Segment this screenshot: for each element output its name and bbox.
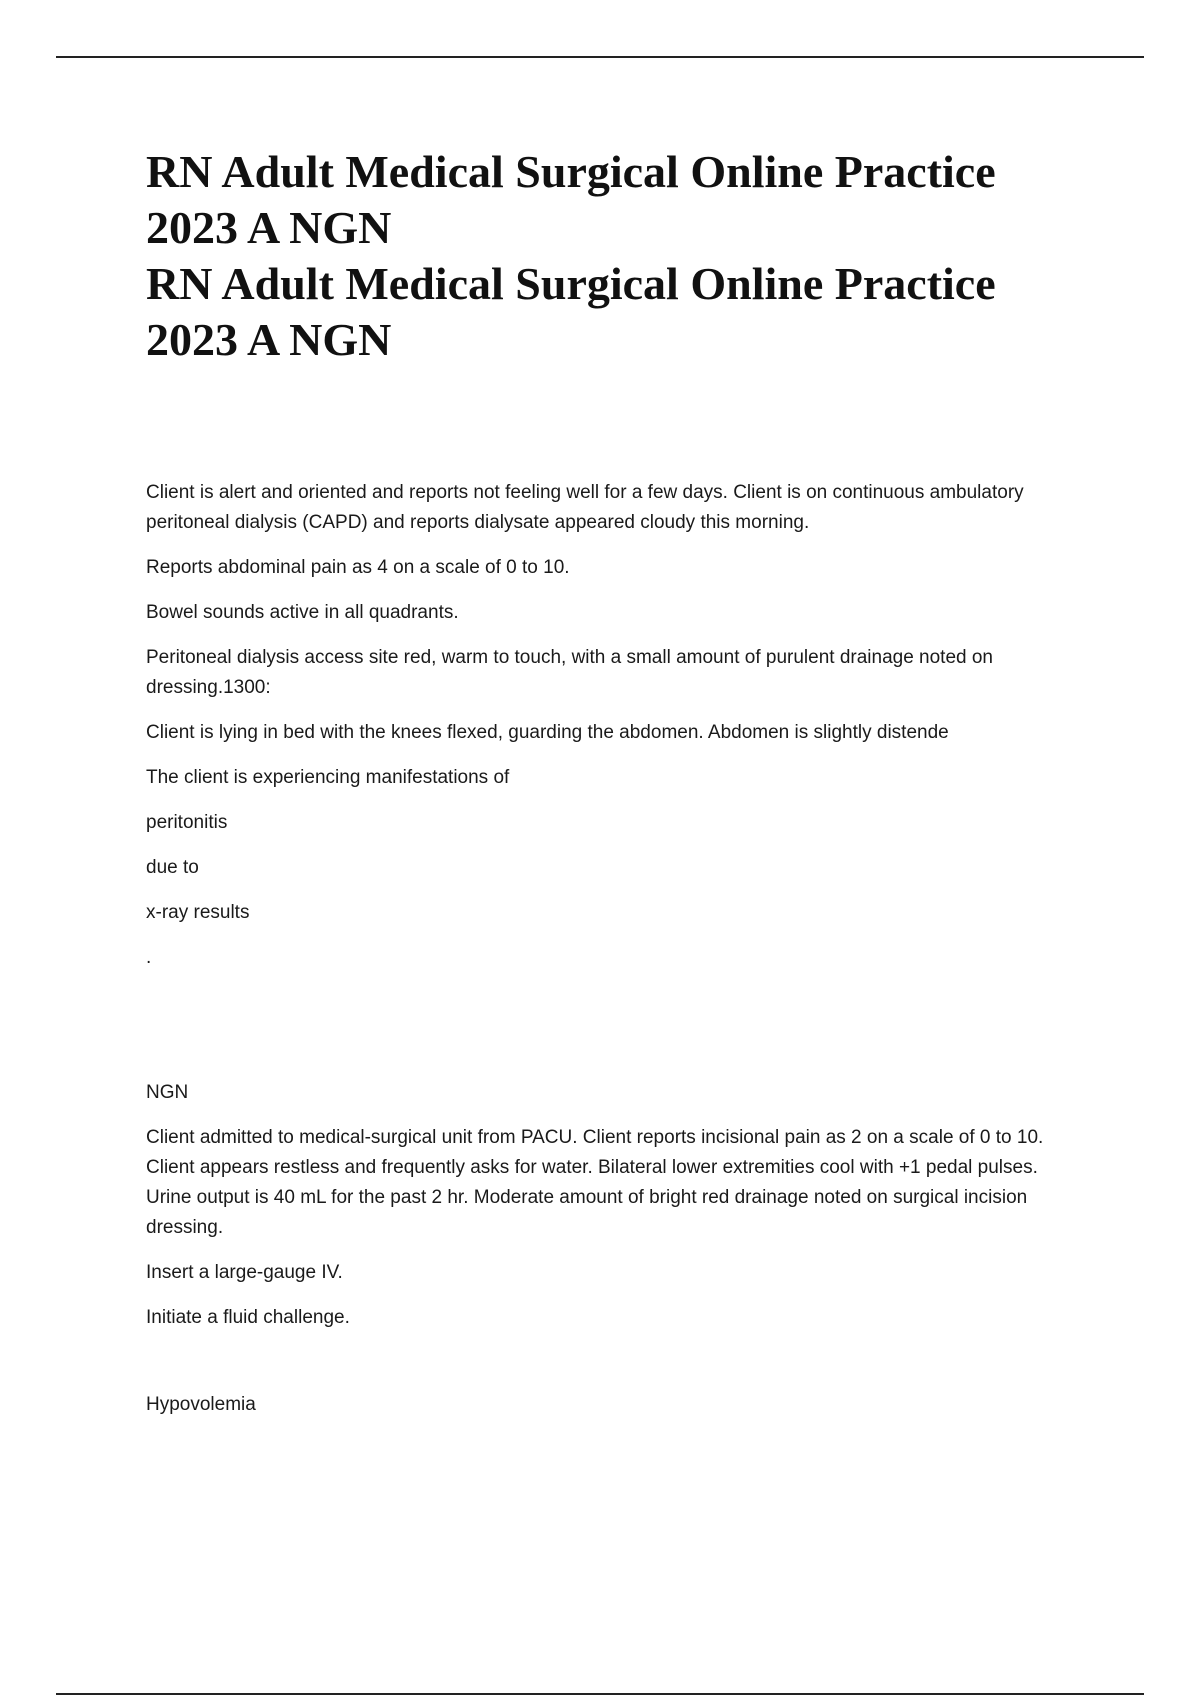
paragraph: Initiate a fluid challenge. xyxy=(146,1307,350,1328)
case-hypovolemia xyxy=(146,1078,1086,1333)
paragraph: Insert a large-gauge IV. xyxy=(146,1262,343,1283)
paragraph: Client is alert and oriented and reports not feeling well for a few days. Client is on continuous ambulatory peritoneal dialysis (CAPD) and reports dialysate appeared cloudy this morning. xyxy=(146,482,1024,533)
case-answer xyxy=(146,1390,1086,1420)
paragraph: Client is lying in bed with the knees flexed, guarding the abdomen. Abdomen is slightly distende xyxy=(146,722,949,743)
paragraph: Peritoneal dialysis access site red, warm to touch, with a small amount of purulent drainage noted on dressing.1300: xyxy=(146,647,994,698)
case-peritonitis xyxy=(146,478,1086,973)
paragraph: Reports abdominal pain as 4 on a scale of 0 to 10. xyxy=(146,557,570,578)
title-line: 2023 A NGN xyxy=(146,202,392,253)
document-body xyxy=(146,144,1086,1435)
bottom-rule xyxy=(56,1693,1144,1695)
title-line: RN Adult Medical Surgical Online Practice xyxy=(146,146,996,197)
paragraph: Hypovolemia xyxy=(146,1394,256,1415)
paragraph: due to xyxy=(146,857,199,878)
paragraph: Client admitted to medical-surgical unit from PACU. Client reports incisional pain as 2 on a scale of 0 to 10. Client appears restless and frequently asks for water. Bilateral lower extremities cool with +1 pedal pulses. Urine output is 40 mL for the past 2 hr. Moderate amount of bright red drainage noted on surgical incision dressing. xyxy=(146,1127,1044,1238)
paragraph: peritonitis xyxy=(146,812,228,833)
title-line: 2023 A NGN xyxy=(146,314,392,365)
paragraph: x-ray results xyxy=(146,902,250,923)
section-label: NGN xyxy=(146,1082,189,1103)
paragraph: The client is experiencing manifestations of xyxy=(146,767,510,788)
title-line: RN Adult Medical Surgical Online Practice xyxy=(146,258,996,309)
document-title xyxy=(146,144,1086,368)
paragraph: . xyxy=(146,947,152,968)
paragraph: Bowel sounds active in all quadrants. xyxy=(146,602,459,623)
top-rule xyxy=(56,56,1144,58)
